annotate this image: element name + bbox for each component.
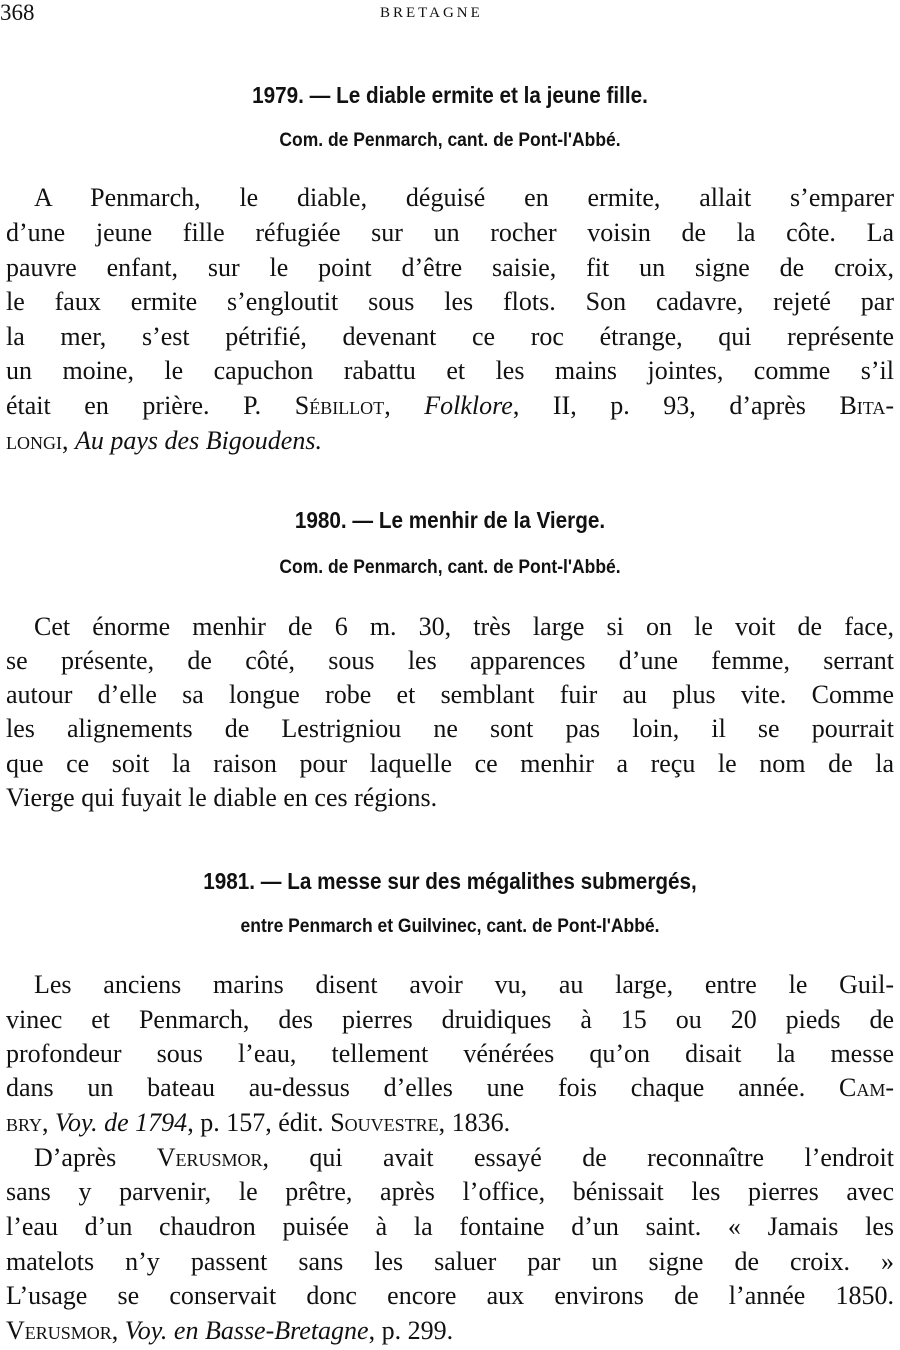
section-subtitle: Com. de Penmarch, cant. de Pont-l'Abbé. (279, 130, 621, 151)
text-segment: dans un bateau au-dessus d’elles une fois chaque année. (6, 1073, 839, 1102)
small-caps-name: longi (6, 426, 62, 455)
text-segment: Vierge qui fuyait le diable en ces régions. (6, 783, 438, 812)
text-line (6, 286, 894, 318)
text-line (6, 1315, 894, 1347)
text-line (6, 1176, 894, 1208)
text-line (6, 713, 894, 745)
text-segment: A Penmarch, le diable, déguisé en ermite, allait s’emparer (34, 183, 894, 212)
text-segment: se présente, de côté, sous les apparences d’une femme, serrant (6, 646, 894, 675)
text-line (6, 1142, 894, 1174)
text-segment: L’usage se conservait donc encore aux environs de l’année 1850. (6, 1281, 894, 1310)
section-title: 1979. — Le diable ermite et la jeune fille. (252, 82, 648, 108)
small-caps-name: Bita- (839, 391, 894, 420)
text-line (6, 1211, 894, 1243)
text-line (6, 748, 894, 780)
text-segment: matelots n’y passent sans les saluer par un signe de croix. » (6, 1247, 894, 1276)
small-caps-name: Sébillot (294, 391, 385, 420)
small-caps-name: Cam- (838, 1073, 894, 1102)
text-segment: profondeur sous l’eau, tellement vénérées qu’on disait la messe (6, 1039, 894, 1068)
text-line (6, 1280, 894, 1312)
text-segment: la mer, s’est pétrifié, devenant ce roc étrange, qui représente (6, 322, 894, 351)
text-segment: vinec et Penmarch, des pierres druidiques à 15 ou 20 pieds de (6, 1005, 894, 1034)
italic-text: Au pays des Bigoudens. (75, 426, 322, 455)
section-title: 1980. — Le menhir de la Vierge. (294, 507, 606, 533)
running-head: BRETAGNE (380, 5, 483, 21)
text-segment: , 1836. (438, 1108, 511, 1137)
text-line (6, 969, 894, 1001)
section-title: 1981. — La messe sur des mégalithes submergés, (203, 868, 697, 894)
text-segment: , (42, 1108, 56, 1137)
text-line (6, 1004, 894, 1036)
small-caps-name: bry (6, 1108, 43, 1137)
small-caps-name: Souvestre (330, 1108, 439, 1137)
text-segment: , (111, 1316, 125, 1345)
text-segment: , qui avait essayé de reconnaître l’endroit (262, 1143, 894, 1172)
text-line (6, 679, 894, 711)
text-line (6, 1038, 894, 1070)
text-line (6, 1072, 894, 1104)
text-line (6, 321, 894, 353)
text-line (6, 782, 894, 814)
text-segment: les alignements de Lestrigniou ne sont pas loin, il se pourrait (6, 714, 894, 743)
text-segment: Les anciens marins disent avoir vu, au large, entre le Guil- (34, 970, 894, 999)
italic-text: Voy. de 1794 (55, 1108, 188, 1137)
text-line (6, 645, 894, 677)
text-segment: D’après (34, 1143, 157, 1172)
text-line (6, 252, 894, 284)
text-segment: Cet énorme menhir de 6 m. 30, très large si on le voit de face, (34, 612, 894, 641)
text-segment: , (384, 391, 425, 420)
small-caps-name: Verusmor (6, 1316, 112, 1345)
text-line (6, 390, 894, 422)
text-segment: sans y parvenir, le prêtre, après l’office, bénissait les pierres avec (6, 1177, 894, 1206)
text-segment: un moine, le capuchon rabattu et les mains jointes, comme s’il (6, 356, 894, 385)
text-segment: , (62, 426, 75, 455)
text-line (6, 611, 894, 643)
text-segment: l’eau d’un chaudron puisée à la fontaine d’un saint. « Jamais les (6, 1212, 894, 1241)
text-segment: autour d’elle sa longue robe et semblant fuir au plus vite. Comme (6, 680, 894, 709)
text-line (6, 217, 894, 249)
italic-text: Folklore (424, 391, 513, 420)
text-segment: , II, p. 93, d’après (512, 391, 840, 420)
text-segment: , p. 299. (368, 1316, 454, 1345)
text-line (6, 355, 894, 387)
text-segment: que ce soit la raison pour laquelle ce menhir a reçu le nom de la (6, 749, 894, 778)
section-subtitle: Com. de Penmarch, cant. de Pont-l'Abbé. (279, 557, 621, 578)
text-segment: le faux ermite s’engloutit sous les flots. Son cadavre, rejeté par (6, 287, 894, 316)
text-line (6, 182, 894, 214)
text-segment: d’une jeune fille réfugiée sur un rocher voisin de la côte. La (6, 218, 894, 247)
text-segment: , p. 157, édit. (187, 1108, 331, 1137)
text-line (6, 1246, 894, 1278)
italic-text: Voy. en Basse-Bretagne (124, 1316, 369, 1345)
text-segment: était en prière. P. (6, 391, 295, 420)
text-line (6, 425, 894, 457)
text-line (6, 1107, 894, 1139)
page-number: 368 (0, 0, 35, 25)
text-segment: pauvre enfant, sur le point d’être saisie, fit un signe de croix, (6, 253, 894, 282)
section-subtitle: entre Penmarch et Guilvinec, cant. de Pont-l'Abbé. (240, 916, 660, 937)
small-caps-name: Verusmor (156, 1143, 263, 1172)
